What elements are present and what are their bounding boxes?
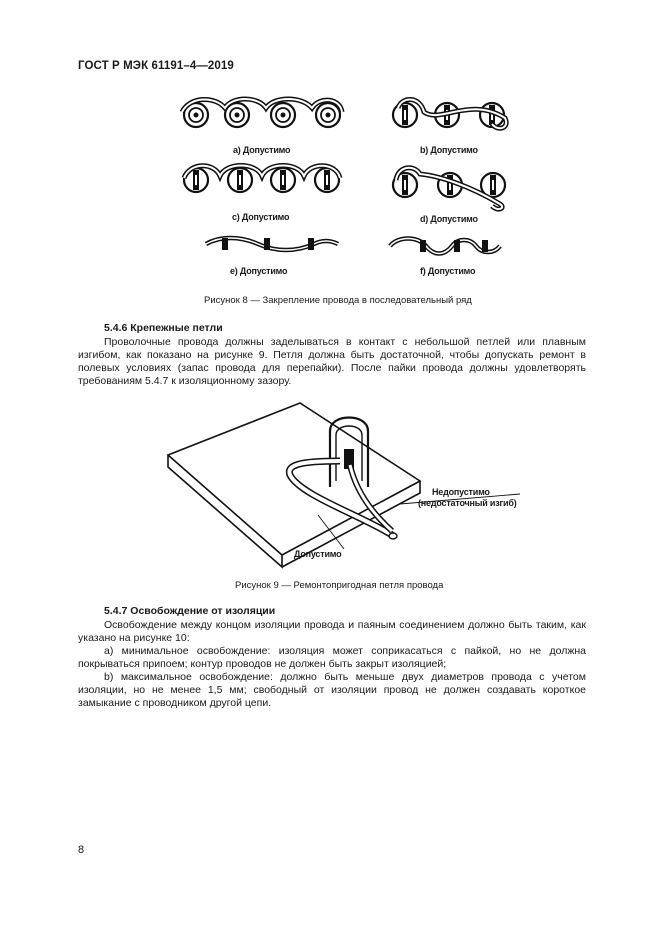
list-item-a: a) минимальное освобождение: изоляция может соприкасаться с пайкой, но не должна покрываться припоем; контур проводов не должен быть закрыт изоляцией;: [78, 645, 586, 670]
figure-8-caption: Рисунок 8 — Закрепление провода в последовательный ряд: [204, 295, 472, 306]
figure-8c-drawing: [184, 166, 340, 193]
figure-8a-label: a) Допустимо: [233, 145, 291, 155]
paragraph-intro: Освобождение между концом изоляции провода и паяным соединением должно быть таким, как указано на рисунке 10:: [78, 619, 586, 644]
paragraph-text: Проволочные провода должны заделываться в контакт с небольшой петлей или плавным изгибом, как показано на рисунке 9. Петля должна быть достаточной, чтобы допускать ремонт в полевых условиях (запас провода для перепайки). После пайки провода должны удовлетворять требованиям 5.4.7 к изоляционному зазору.: [78, 336, 586, 387]
section-5-4-6-title: 5.4.6 Крепежные петли: [104, 322, 223, 334]
figure-9-unacceptable-reason: (недостаточный изгиб): [418, 498, 517, 508]
list-item-b: b) максимальное освобождение: должно быть меньше двух диаметров провода с учетом изоляции, но не менее 1,5 мм; свободный от изоляции провод не должен создавать короткое замыкание с проводником другой цепи.: [78, 671, 586, 709]
figure-8e-drawing: [206, 238, 338, 250]
figure-8f-label: f) Допустимо: [420, 266, 476, 276]
section-5-4-7-body: [78, 619, 586, 710]
figure-9-acceptable-label: Допустимо: [294, 549, 342, 559]
figure-8d-label: d) Допустимо: [420, 214, 478, 224]
section-5-4-7-title: 5.4.7 Освобождение от изоляции: [104, 605, 276, 617]
page-number: 8: [78, 844, 85, 856]
figure-8b-drawing: [393, 99, 506, 128]
figure-8-drawing: [0, 0, 661, 300]
figure-9-caption: Рисунок 9 — Ремонтопригодная петля провода: [235, 580, 444, 591]
figure-8b-label: b) Допустимо: [420, 145, 478, 155]
figure-8d-drawing: [393, 168, 505, 209]
document-header: ГОСТ Р МЭК 61191–4—2019: [78, 60, 234, 72]
figure-9-drawing: [0, 395, 661, 595]
figure-8a-drawing: [182, 99, 342, 127]
figure-9-unacceptable-label: Недопустимо: [432, 487, 490, 497]
section-5-4-6-paragraph: [78, 336, 586, 388]
figure-8c-label: c) Допустимо: [232, 212, 290, 222]
figure-8e-label: e) Допустимо: [230, 266, 288, 276]
figure-8f-drawing: [390, 239, 500, 254]
